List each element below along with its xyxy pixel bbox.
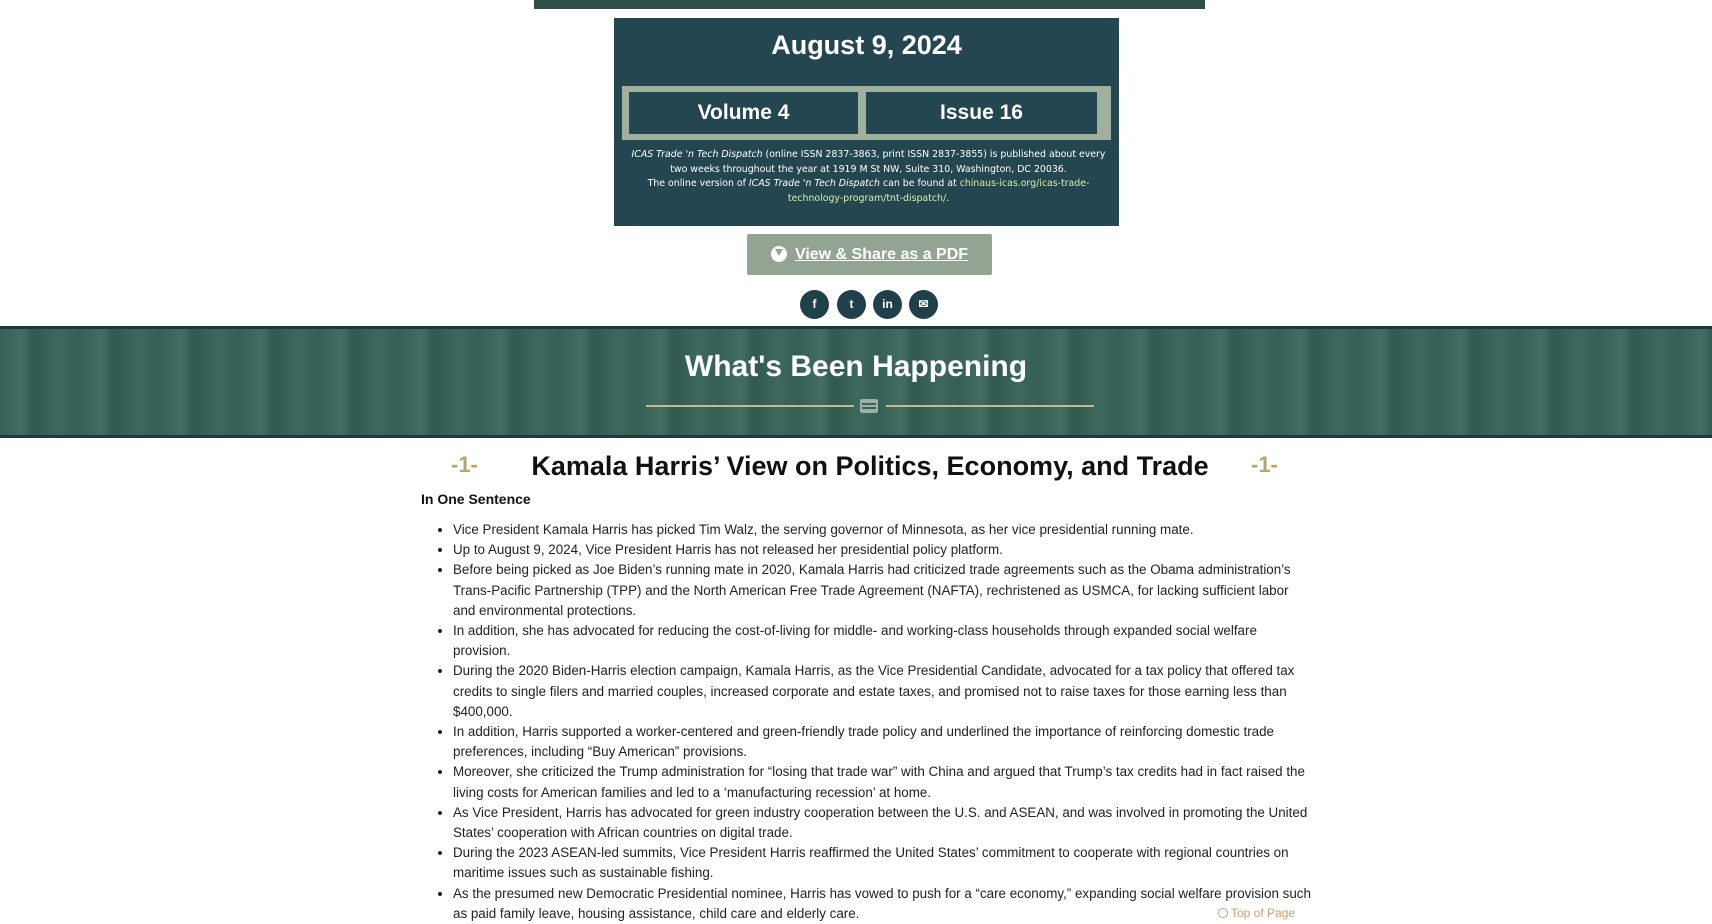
section-title: What's Been Happening (684, 350, 1028, 383)
pub-title: ICAS Trade 'n Tech Dispatch (631, 149, 763, 160)
banner-divider-left (646, 405, 854, 407)
pub-line2-mid: can be found at (879, 178, 960, 189)
list-item: • Before being picked as Joe Biden’s running mate in 2020, Kamala Harris had criticized trade agreements such as the Obama administration’s Trans-Pacific Partnership (TPP) and the North American Free Trade Agreement (NAFTA), rechristened as USMCA, for lacking sufficient labor and environmental protections. (453, 560, 1314, 621)
top-of-page-label: Top of Page (1231, 906, 1296, 920)
issue-label: Issue 16 (866, 92, 1097, 134)
list-item: • Vice President Kamala Harris has picked Tim Walz, the serving governor of Minnesota, as her vice presidential running mate. (453, 520, 1314, 540)
arrow-up-circle-icon (1218, 908, 1228, 918)
banner-divider-right (886, 405, 1094, 407)
newspaper-icon (860, 399, 878, 413)
issue-date: August 9, 2024 (771, 30, 962, 60)
publication-info (628, 148, 1109, 206)
pub-end: . (946, 192, 950, 204)
pub-title-2: ICAS Trade 'n Tech Dispatch (748, 178, 880, 189)
section-banner (0, 326, 1712, 438)
list-item: • As the presumed new Democratic Presidential nominee, Harris has vowed to push for a “care economy,” expanding social welfare provision such as paid family leave, housing assistance, child care and elderly care. (453, 884, 1314, 924)
linkedin-icon: in (882, 297, 893, 311)
pub-online-link[interactable]: chinaus-icas.org/icas-trade-technology-program/tnt-dispatch/ (787, 178, 1090, 204)
pub-line1: (online ISSN 2837-3863, print ISSN 2837-3855) is published about every two weeks throughout the year at 1919 M St NW, Suite 310, Washington, DC 20036. (670, 149, 1106, 175)
list-item: • As Vice President, Harris has advocated for green industry cooperation between the U.S. and ASEAN, and was involved in promoting the United States’ cooperation with African countries on digital trade. (453, 803, 1314, 843)
top-of-page-link[interactable] (1218, 905, 1295, 921)
article-number-left: -1- (451, 452, 478, 477)
view-share-pdf-button[interactable] (747, 234, 992, 275)
pub-line2-pre: The online version of (647, 178, 749, 189)
email-share-button[interactable] (909, 290, 938, 319)
list-item: • In addition, Harris supported a worker-centered and green-friendly trade policy and underlined the importance of reinforcing domestic trade preferences, including “Buy American” provisions. (453, 722, 1314, 762)
list-item: • During the 2023 ASEAN-led summits, Vice President Harris reaffirmed the United States’ commitment to cooperate with regional countries on maritime issues such as sustainable fishing. (453, 843, 1314, 883)
linkedin-share-button[interactable] (873, 290, 902, 319)
pdf-button-label: View & Share as a PDF (794, 246, 969, 263)
facebook-icon: f (812, 297, 817, 311)
list-item: • During the 2020 Biden-Harris election campaign, Kamala Harris, as the Vice Presidential Candidate, advocated for a tax policy that offered tax credits to single filers and married couples, increased corporate and estate taxes, and promised not to raise taxes for those earning less than $400,000. (453, 661, 1314, 722)
email-icon: ✉ (918, 297, 929, 311)
volume-issue-frame (622, 86, 1111, 140)
list-item: • Up to August 9, 2024, Vice President Harris has not released her presidential policy platform. (453, 540, 1314, 560)
article-title: Kamala Harris’ View on Politics, Economy, and Trade (531, 451, 1209, 481)
twitter-icon: t (849, 297, 854, 311)
share-buttons (800, 290, 940, 320)
article-number-right: -1- (1251, 452, 1278, 477)
twitter-share-button[interactable] (837, 290, 866, 319)
summary-list (421, 520, 1314, 924)
facebook-share-button[interactable] (800, 290, 829, 319)
download-circle-icon (771, 246, 787, 262)
article-subheading: In One Sentence (421, 491, 531, 507)
top-header-bar (534, 0, 1205, 9)
volume-label: Volume 4 (629, 92, 858, 134)
issue-info-box (614, 18, 1119, 226)
list-item: • In addition, she has advocated for reducing the cost-of-living for middle- and working-class households through expanded social welfare provision. (453, 621, 1314, 661)
list-item: • Moreover, she criticized the Trump administration for “losing that trade war” with China and argued that Trump’s tax credits had in fact raised the living costs for American families and led to a ‘manufacturing recession’ at home. (453, 762, 1314, 802)
